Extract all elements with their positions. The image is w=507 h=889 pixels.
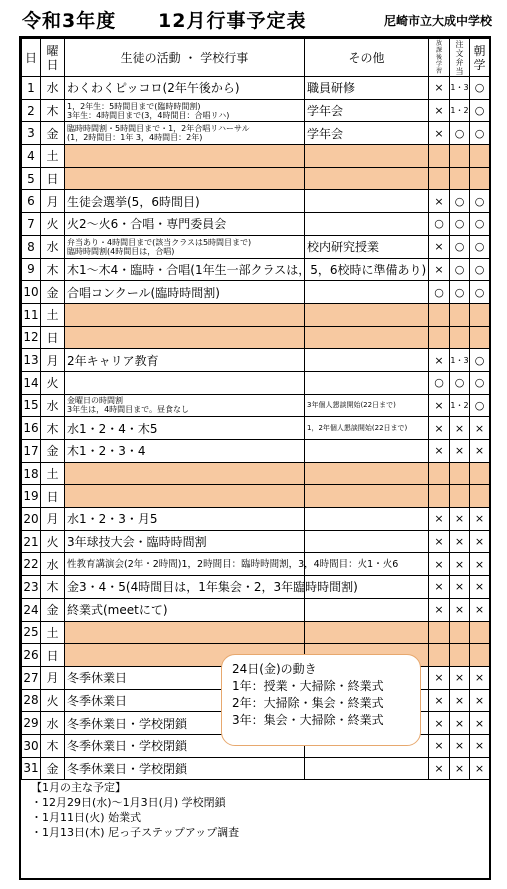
header-other: その他 [305,39,429,77]
after-school-cell [429,644,450,667]
weekday-cell: 金 [41,440,65,463]
table-row [22,371,490,394]
table-row [22,281,490,304]
day-cell: 21 [22,530,41,553]
activity-cell: 2年キャリア教育 [65,349,305,372]
weekday-cell: 水 [41,394,65,417]
activity-cell [65,167,305,190]
morning-study-cell: × [470,576,490,599]
other-cell [305,440,429,463]
after-school-cell: × [429,757,450,780]
notes-heading: 【1月の主な予定】 [31,781,126,794]
morning-study-cell: × [470,508,490,531]
bento-cell: 1・3 [450,349,470,372]
after-school-cell: × [429,666,450,689]
morning-study-cell [470,462,490,485]
morning-study-cell: ○ [470,258,490,281]
day-cell: 25 [22,621,41,644]
table-row [22,99,490,122]
day-cell: 29 [22,712,41,735]
weekday-cell: 金 [41,598,65,621]
morning-study-cell: ○ [470,77,490,100]
day-cell: 4 [22,145,41,168]
table-row [22,349,490,372]
weekday-cell: 水 [41,553,65,576]
callout-line: 2年：大掃除・集会・終業式 [232,696,384,710]
weekday-cell: 火 [41,213,65,236]
activity-cell: 臨時時間割・5時間目まで・1，2年合唱リハーサル (1，2時間目：1年 3，4時間目：2年) [65,122,305,145]
day-cell: 11 [22,303,41,326]
morning-study-cell: × [470,666,490,689]
after-school-cell: × [429,77,450,100]
morning-study-cell: × [470,553,490,576]
day-cell: 17 [22,440,41,463]
morning-study-cell: × [470,712,490,735]
callout-line: 1年：授業・大掃除・終業式 [232,679,384,693]
after-school-cell [429,326,450,349]
bento-cell: 1・2 [450,99,470,122]
after-school-cell: × [429,235,450,258]
bento-cell: × [450,576,470,599]
morning-study-cell: × [470,757,490,780]
table-row [22,417,490,440]
other-cell [305,621,429,644]
activity-cell: 生徒会選挙(5，6時間目) [65,190,305,213]
morning-study-cell [470,644,490,667]
activity-cell: 冬季休業日・学校閉鎖 [65,734,305,757]
activity-cell: 冬季休業日・学校閉鎖 [65,712,305,735]
weekday-cell: 木 [41,99,65,122]
table-row [22,553,490,576]
bento-cell [450,145,470,168]
day-cell: 20 [22,508,41,531]
activity-cell: 弁当あり・4時間目まで(該当クラスは5時間目まで) 臨時時間割(4時間目は，合唱) [65,235,305,258]
bento-cell: × [450,417,470,440]
callout-title: 24日(金)の動き [232,662,317,676]
weekday-cell: 木 [41,417,65,440]
table-row [22,576,490,599]
day-cell: 7 [22,213,41,236]
after-school-cell: × [429,712,450,735]
weekday-cell: 日 [41,644,65,667]
activity-cell: 金3・4・5(4時間目は，1年集会・2，3年臨時時間割) [65,576,305,599]
after-school-cell: × [429,122,450,145]
day-cell: 27 [22,666,41,689]
bento-cell: ○ [450,235,470,258]
day-cell: 23 [22,576,41,599]
other-cell: 校内研究授業 [305,235,429,258]
bento-cell [450,485,470,508]
bento-cell: × [450,530,470,553]
activity-cell: 金曜日の時間割 3年生は，4時間目まで。昼食なし [65,394,305,417]
bento-cell: 1・2 [450,394,470,417]
bento-cell [450,621,470,644]
morning-study-cell: ○ [470,394,490,417]
morning-study-cell: × [470,689,490,712]
callout-line: 3年：集会・大掃除・終業式 [232,713,384,727]
weekday-cell: 火 [41,371,65,394]
month-title: 12月行事予定表 [158,10,307,32]
activity-cell: 火2～火6・合唱・専門委員会 [65,213,305,236]
weekday-cell: 火 [41,689,65,712]
other-cell [305,349,429,372]
weekday-cell: 水 [41,712,65,735]
bento-cell [450,326,470,349]
bento-cell: ○ [450,258,470,281]
activity-cell: わくわくピッコロ(2年午後から) [65,77,305,100]
activity-cell: 木1・2・3・4 [65,440,305,463]
other-cell [305,371,429,394]
weekday-cell: 土 [41,145,65,168]
other-cell: 学年会 [305,99,429,122]
weekday-cell: 月 [41,349,65,372]
activity-cell: 木1～木4・臨時・合唱(1年生一部クラスは，5，6校時に準備あり) [65,258,305,281]
day-cell: 24 [22,598,41,621]
weekday-cell: 月 [41,666,65,689]
table-row [22,621,490,644]
weekday-cell: 火 [41,530,65,553]
bento-cell: × [450,553,470,576]
weekday-cell: 金 [41,122,65,145]
morning-study-cell [470,167,490,190]
weekday-cell: 水 [41,235,65,258]
notes-section [31,780,239,840]
morning-study-cell: × [470,530,490,553]
bento-cell [450,462,470,485]
after-school-cell: × [429,598,450,621]
bento-cell: ○ [450,122,470,145]
after-school-cell [429,485,450,508]
after-school-cell: ○ [429,371,450,394]
after-school-cell: × [429,258,450,281]
day-cell: 16 [22,417,41,440]
table-row [22,190,490,213]
notes-item: ・12月29日(水)～1月3日(月) 学校閉鎖 [31,796,226,809]
morning-study-cell: ○ [470,213,490,236]
bento-cell [450,167,470,190]
day-cell: 14 [22,371,41,394]
morning-study-cell [470,485,490,508]
day-cell: 6 [22,190,41,213]
activity-cell: 性教育講演会(2年・2時間)1，2時間目：臨時時間割，3，4時間目：火1・火6 [65,553,305,576]
morning-study-cell: × [470,734,490,757]
bento-cell: ○ [450,371,470,394]
page-header [22,6,492,34]
table-row [22,440,490,463]
activity-cell [65,145,305,168]
after-school-cell: × [429,553,450,576]
after-school-cell [429,462,450,485]
activity-cell: 水1・2・4・木5 [65,417,305,440]
after-school-cell: × [429,508,450,531]
after-school-cell [429,621,450,644]
after-school-cell [429,167,450,190]
activity-cell [65,303,305,326]
morning-study-cell: ○ [470,235,490,258]
activity-cell [65,326,305,349]
other-cell: 学年会 [305,122,429,145]
morning-study-cell: × [470,598,490,621]
table-row [22,77,490,100]
activity-cell: 3年球技大会・臨時時間割 [65,530,305,553]
day-cell: 18 [22,462,41,485]
after-school-cell: × [429,99,450,122]
header-day: 日 [22,39,41,77]
day-cell: 10 [22,281,41,304]
after-school-cell: × [429,530,450,553]
morning-study-cell: ○ [470,371,490,394]
after-school-cell: × [429,417,450,440]
day-cell: 8 [22,235,41,258]
bento-cell: × [450,689,470,712]
other-cell: 職員研修 [305,77,429,100]
day-cell: 1 [22,77,41,100]
activity-cell [65,621,305,644]
morning-study-cell: ○ [470,190,490,213]
activity-cell: 冬季休業日・学校閉鎖 [65,757,305,780]
weekday-cell: 水 [41,77,65,100]
day-cell: 3 [22,122,41,145]
table-row [22,235,490,258]
table-row [22,326,490,349]
activity-cell [65,462,305,485]
weekday-cell: 日 [41,485,65,508]
header-activity: 生徒の活動 ・ 学校行事 [65,39,305,77]
day-cell: 28 [22,689,41,712]
other-cell [305,508,429,531]
activity-cell [65,371,305,394]
after-school-cell: × [429,394,450,417]
bento-cell: × [450,666,470,689]
weekday-cell: 木 [41,258,65,281]
weekday-cell: 日 [41,326,65,349]
after-school-cell: × [429,689,450,712]
table-row [22,485,490,508]
after-school-cell: × [429,440,450,463]
after-school-cell: × [429,734,450,757]
other-cell [305,190,429,213]
other-cell: 1，2年個人懇談開始(22日まで) [305,417,429,440]
day-cell: 2 [22,99,41,122]
other-cell [305,598,429,621]
schedule-frame [19,36,491,880]
weekday-cell: 月 [41,190,65,213]
activity-cell: 冬季休業日 [65,689,305,712]
header-dow: 曜日 [41,39,65,77]
after-school-cell: ○ [429,281,450,304]
table-row [22,303,490,326]
bento-cell: × [450,598,470,621]
bento-cell: ○ [450,213,470,236]
table-row [22,258,490,281]
notes-item: ・1月13日(木) 尼っ子ステップアップ調査 [31,826,240,839]
morning-study-cell: ○ [470,281,490,304]
after-school-cell: × [429,190,450,213]
after-school-cell [429,145,450,168]
day-cell: 31 [22,757,41,780]
weekday-cell: 日 [41,167,65,190]
day-cell: 26 [22,644,41,667]
table-row [22,145,490,168]
weekday-cell: 木 [41,734,65,757]
after-school-cell: ○ [429,213,450,236]
weekday-cell: 金 [41,757,65,780]
callout-box [221,654,421,746]
header-bento: 注文弁当 [450,39,470,77]
day-cell: 9 [22,258,41,281]
table-row [22,757,490,780]
bento-cell: × [450,440,470,463]
other-cell [305,213,429,236]
bento-cell: × [450,712,470,735]
other-cell [305,485,429,508]
weekday-cell: 土 [41,462,65,485]
activity-cell: 1，2年生：5時間目まで(臨時時間割) 3年生：4時間目まで(3，4時間目：合唱リハ) [65,99,305,122]
table-row [22,462,490,485]
morning-study-cell [470,621,490,644]
weekday-cell: 金 [41,281,65,304]
bento-cell: 1・3 [450,77,470,100]
activity-cell: 合唱コンクール(臨時時間割) [65,281,305,304]
after-school-cell [429,303,450,326]
activity-cell [65,485,305,508]
activity-cell: 終業式(meetにて) [65,598,305,621]
bento-cell [450,644,470,667]
other-cell [305,303,429,326]
day-cell: 15 [22,394,41,417]
other-cell [305,167,429,190]
other-cell [305,145,429,168]
bento-cell: ○ [450,281,470,304]
table-row [22,598,490,621]
table-row [22,530,490,553]
header-morning: 朝学 [470,39,490,77]
other-cell [305,281,429,304]
day-cell: 13 [22,349,41,372]
activity-cell: 冬季休業日 [65,666,305,689]
bento-cell: × [450,757,470,780]
weekday-cell: 木 [41,576,65,599]
activity-cell: 水1・2・3・月5 [65,508,305,531]
bento-cell [450,303,470,326]
other-cell [305,530,429,553]
day-cell: 5 [22,167,41,190]
bento-cell: × [450,508,470,531]
day-cell: 30 [22,734,41,757]
morning-study-cell: × [470,440,490,463]
bento-cell: × [450,734,470,757]
day-cell: 19 [22,485,41,508]
morning-study-cell: ○ [470,99,490,122]
morning-study-cell: ○ [470,122,490,145]
morning-study-cell [470,303,490,326]
morning-study-cell: × [470,417,490,440]
weekday-cell: 土 [41,303,65,326]
school-name: 尼崎市立大成中学校 [383,14,492,28]
table-row [22,213,490,236]
morning-study-cell [470,326,490,349]
after-school-cell: × [429,349,450,372]
after-school-cell: × [429,576,450,599]
table-row [22,167,490,190]
day-cell: 12 [22,326,41,349]
page-title: 令和3年度 [22,10,117,32]
header-after-school: 放課後学習 [429,39,450,77]
other-cell [305,757,429,780]
day-cell: 22 [22,553,41,576]
notes-item: ・1月11日(火) 始業式 [31,811,142,824]
morning-study-cell [470,145,490,168]
weekday-cell: 月 [41,508,65,531]
table-row [22,508,490,531]
bento-cell: ○ [450,190,470,213]
other-cell: 3年個人懇談開始(22日まで) [305,394,429,417]
morning-study-cell: ○ [470,349,490,372]
weekday-cell: 土 [41,621,65,644]
other-cell [305,326,429,349]
table-row [22,394,490,417]
table-row [22,122,490,145]
other-cell [305,462,429,485]
